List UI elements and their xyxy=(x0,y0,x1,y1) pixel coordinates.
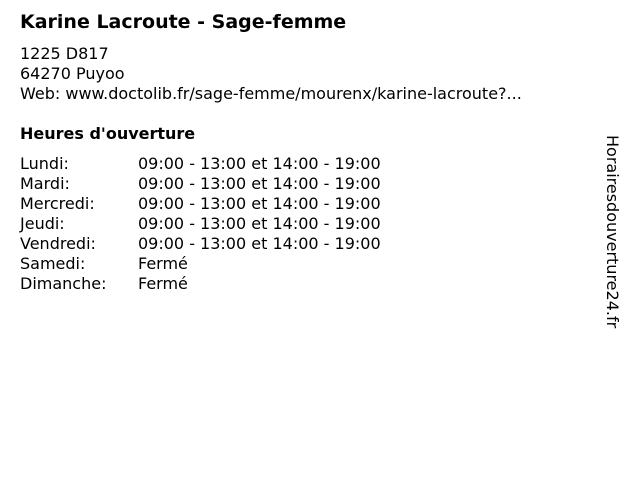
opening-hours-list xyxy=(20,154,381,294)
city-address: 64270 Puyoo xyxy=(20,64,125,83)
day-label: Vendredi: xyxy=(20,234,96,253)
day-hours: 09:00 - 13:00 et 14:00 - 19:00 xyxy=(138,154,381,173)
day-label: Samedi: xyxy=(20,254,86,273)
day-label: Mardi: xyxy=(20,174,70,193)
hours-row-mercredi xyxy=(20,194,381,214)
site-watermark: Horairesdouverture24.fr xyxy=(603,135,622,329)
day-hours: 09:00 - 13:00 et 14:00 - 19:00 xyxy=(138,194,381,213)
day-hours: Fermé xyxy=(138,254,188,273)
hours-row-jeudi xyxy=(20,214,381,234)
day-hours: 09:00 - 13:00 et 14:00 - 19:00 xyxy=(138,234,381,253)
hours-row-lundi xyxy=(20,154,381,174)
hours-row-dimanche xyxy=(20,274,381,294)
street-address: 1225 D817 xyxy=(20,44,109,63)
day-hours: 09:00 - 13:00 et 14:00 - 19:00 xyxy=(138,214,381,233)
page-title: Karine Lacroute - Sage-femme xyxy=(20,11,347,33)
hours-row-samedi xyxy=(20,254,381,274)
hours-row-mardi xyxy=(20,174,381,194)
web-link[interactable]: Web: www.doctolib.fr/sage-femme/mourenx/karine-lacroute?... xyxy=(20,84,522,103)
opening-hours-heading: Heures d'ouverture xyxy=(20,124,196,143)
day-hours: Fermé xyxy=(138,274,188,293)
day-label: Lundi: xyxy=(20,154,69,173)
day-label: Dimanche: xyxy=(20,274,107,293)
address-block xyxy=(20,44,522,104)
day-label: Jeudi: xyxy=(20,214,65,233)
day-hours: 09:00 - 13:00 et 14:00 - 19:00 xyxy=(138,174,381,193)
hours-row-vendredi xyxy=(20,234,381,254)
day-label: Mercredi: xyxy=(20,194,95,213)
